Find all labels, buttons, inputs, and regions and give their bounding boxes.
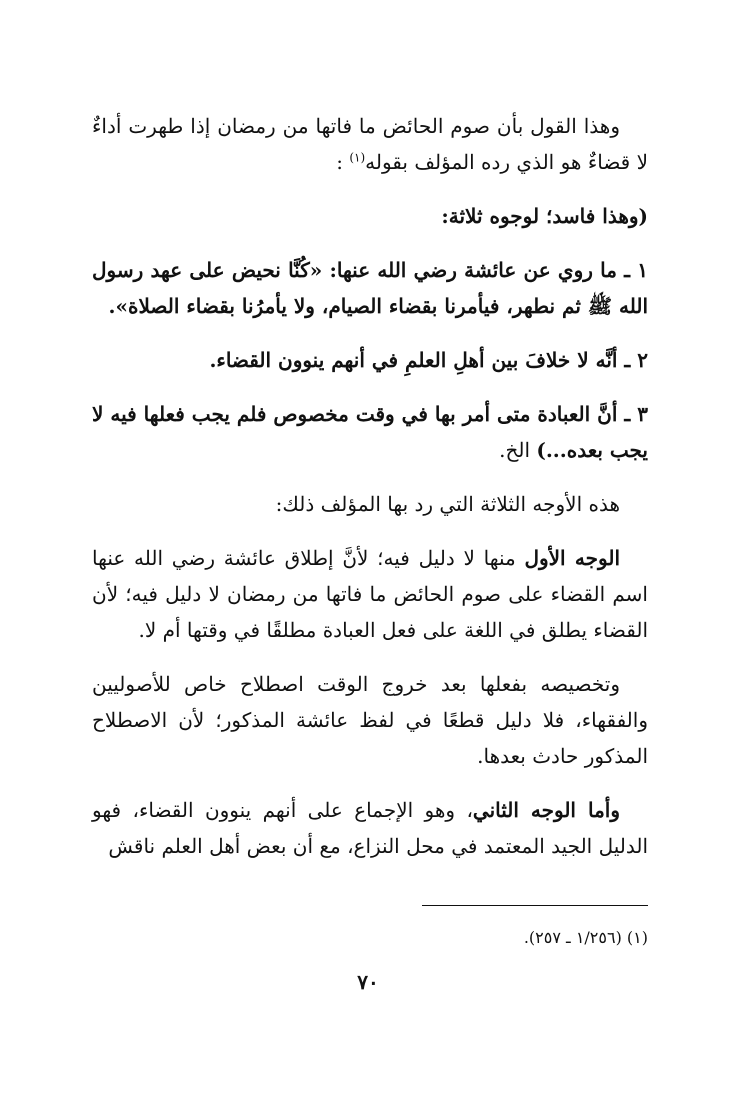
page-number: ٧٠: [357, 970, 379, 994]
quote-point-1: ١ ـ ما روي عن عائشة رضي الله عنها: «كُنَّا نحيض على عهد رسول الله ﷺ ثم نطهر، فيأمرنا بقضاء الصيام، ولا يأمرُنا بقضاء الصلاة».: [92, 258, 648, 318]
paragraph-first-aspect: [92, 540, 648, 648]
paragraph-second-aspect: [92, 792, 648, 864]
quote-point-3: [92, 396, 648, 468]
first-aspect-heading: الوجه الأول: [524, 546, 620, 570]
paragraph-specialization: وتخصيصه بفعلها بعد خروج الوقت اصطلاح خاص للأصوليين والفقهاء، فلا دليل قطعًا في لفظ عائشة المذكور؛ لأن الاصطلاح المذكور حادث بعدها.: [92, 672, 648, 768]
footnote: (١) (١/٢٥٦ ـ ٢٥٧).: [523, 928, 648, 947]
second-aspect-text: ، وهو الإجماع على أنهم ينوون القضاء، فهو الدليل الجيد المعتمد في محل النزاع، مع أن بعض أهل العلم ناقش: [92, 798, 648, 858]
quote-point-3-tail: الخ.: [499, 438, 537, 462]
second-aspect-heading: وأما الوجه الثاني: [472, 798, 621, 822]
footnote-separator: [422, 905, 648, 906]
page-body: [92, 108, 648, 882]
paragraph-transition: هذه الأوجه الثلاثة التي رد بها المؤلف ذلك:: [275, 492, 620, 516]
paragraph-1-end: :: [336, 150, 350, 174]
quote-intro: (وهذا فاسد؛ لوجوه ثلاثة:: [441, 204, 648, 228]
quote-point-2: ٢ ـ أنَّه لا خلافَ بين أهلِ العلمِ في أنهم ينوون القضاء.: [209, 348, 648, 372]
paragraph-1-text: وهذا القول بأن صوم الحائض ما فاتها من رمضان إذا طهرت أداءٌ لا قضاءٌ هو الذي رده المؤلف بقوله: [92, 114, 648, 174]
paragraph-1: [92, 108, 648, 180]
quote-point-3-text: ٣ ـ أنَّ العبادة متى أمر بها في وقت مخصوص فلم يجب فعلها فيه لا يجب بعده...): [92, 402, 648, 462]
first-aspect-text: منها لا دليل فيه؛ لأنَّ إطلاق عائشة رضي الله عنها اسم القضاء على صوم الحائض ما فاتها من رمضان لا دليل فيه؛ لأن القضاء يطلق في اللغة على فعل العبادة مطلقًا في وقتها أم لا.: [92, 546, 648, 642]
footnote-marker: (١): [349, 150, 366, 165]
